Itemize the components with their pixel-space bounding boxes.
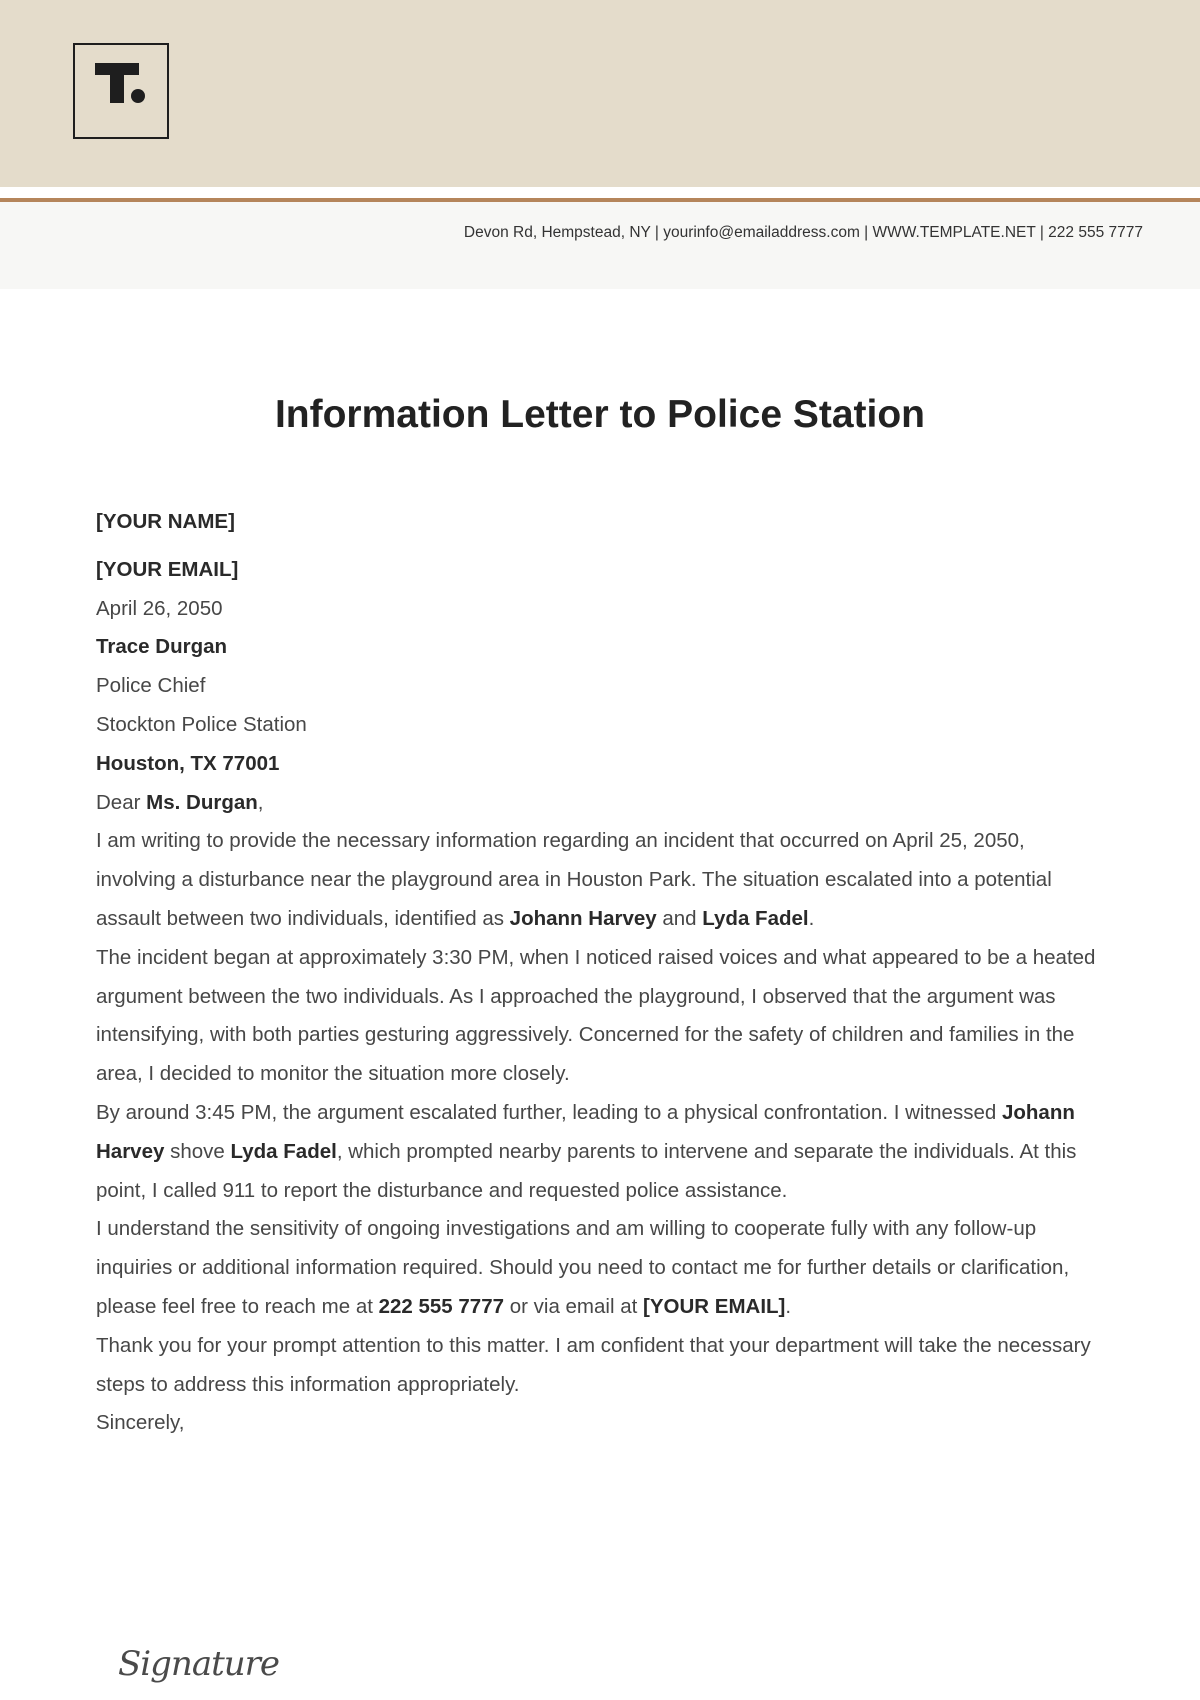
recipient-name: Trace Durgan <box>96 635 228 659</box>
recipient-organization: Stockton Police Station <box>96 712 307 736</box>
company-logo <box>73 43 169 139</box>
letter-date: April 26, 2050 <box>96 596 223 620</box>
contact-band <box>0 202 1200 289</box>
paragraph-escalation: By around 3:45 PM, the argument escalated further, leading to a physical confrontation. I witnessed Johann Harvey shove Lyda Fadel, which prompted nearby parents to intervene and separate the individuals. At this point, I called 911 to report the disturbance and requested police assistance. <box>96 1100 1077 1202</box>
paragraph-cooperation: I understand the sensitivity of ongoing investigations and am willing to cooperate fully with any follow-up inquiries or additional information required. Should you need to contact me for further details or clarification, please feel free to reach me at 222 555 7777 or via email at [YOUR EMAIL]. <box>96 1217 1070 1318</box>
signature: Signature <box>118 1644 280 1684</box>
closing: Sincerely, <box>96 1411 185 1435</box>
paragraph-incident-intro: I am writing to provide the necessary information regarding an incident that occurred on April 25, 2050, involving a disturbance near the playground area in Houston Park. The situation escalated into a potential assault between two individuals, identified as Johann Harvey and Lyda Fadel. <box>96 829 1052 930</box>
header-band <box>0 0 1200 187</box>
salutation: Dear Ms. Durgan, <box>96 790 264 814</box>
paragraph-incident-start: The incident began at approximately 3:30 PM, when I noticed raised voices and what appeared to be a heated argument between the two individuals. As I approached the playground, I observed that the argument was intensifying, with both parties gesturing aggressively. Concerned for the safety of children and families in the area, I decided to monitor the situation more closely. <box>96 945 1096 1086</box>
recipient-city-zip: Houston, TX 77001 <box>96 751 280 775</box>
document-title: Information Letter to Police Station <box>274 393 926 436</box>
sender-name: [YOUR NAME] <box>96 510 235 533</box>
letter-body <box>96 503 1096 1443</box>
paragraph-thanks: Thank you for your prompt attention to this matter. I am confident that your department will take the necessary steps to address this information appropriately. <box>96 1333 1091 1396</box>
sender-email: [YOUR EMAIL] <box>96 557 239 581</box>
contact-info: Devon Rd, Hempstead, NY | yourinfo@emailaddress.com | WWW.TEMPLATE.NET | 222 555 7777 <box>463 224 1143 241</box>
recipient-title: Police Chief <box>96 674 206 698</box>
logo-mark-icon <box>95 63 145 119</box>
